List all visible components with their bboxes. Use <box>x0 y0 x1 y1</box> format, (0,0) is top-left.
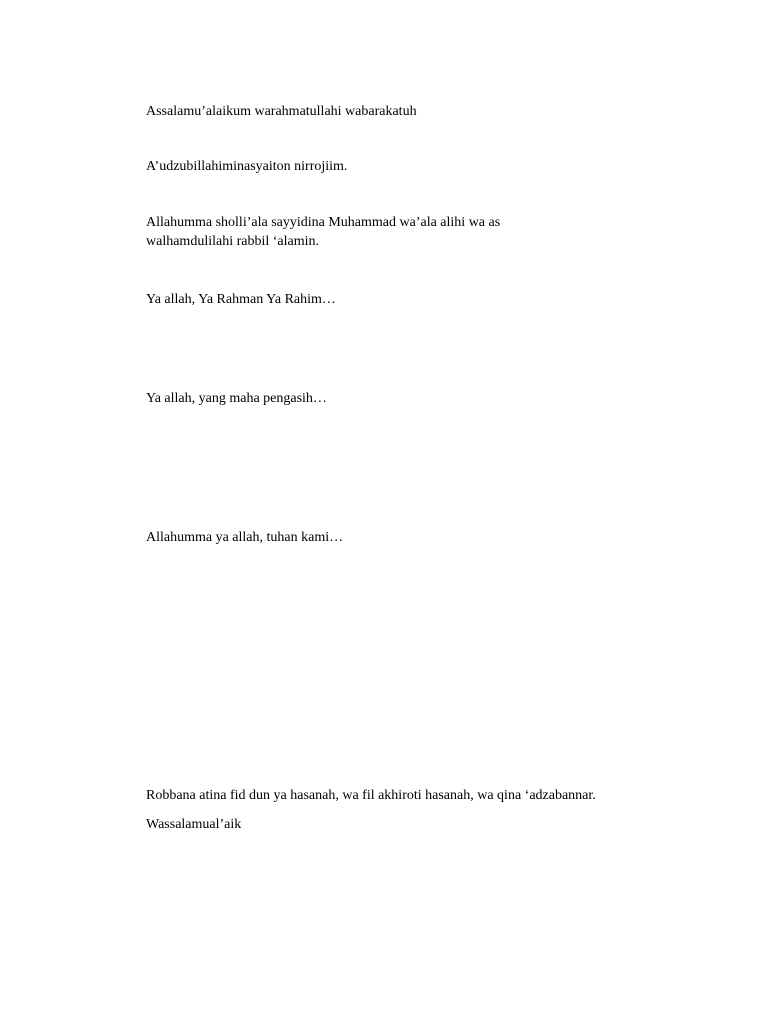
text-line: Ya allah, yang maha pengasih… <box>146 391 327 406</box>
closing-prayer-paragraph <box>146 786 596 805</box>
text-line: Assalamu’alaikum warahmatullahi wabarakatuh <box>146 104 417 119</box>
closing-greeting-paragraph <box>146 815 241 834</box>
invocation-paragraph <box>146 389 327 408</box>
text-line: Allahumma sholli’ala sayyidina Muhammad wa’ala alihi wa as <box>146 215 501 230</box>
greeting-paragraph <box>146 102 417 121</box>
sholawat-paragraph <box>146 213 500 251</box>
taawudz-paragraph <box>146 157 347 176</box>
text-line: Wassalamual’aik <box>146 817 242 832</box>
text-line: A’udzubillahiminasyaiton nirrojiim. <box>146 159 348 174</box>
invocation-paragraph <box>146 528 343 547</box>
text-line: Allahumma ya allah, tuhan kami… <box>146 530 344 545</box>
invocation-paragraph <box>146 290 336 309</box>
text-line: Robbana atina fid dun ya hasanah, wa fil akhiroti hasanah, wa qina ‘adzabannar. <box>146 788 596 803</box>
text-line: walhamdulilahi rabbil ‘alamin. <box>146 234 320 249</box>
text-line: Ya allah, Ya Rahman Ya Rahim… <box>146 292 336 307</box>
